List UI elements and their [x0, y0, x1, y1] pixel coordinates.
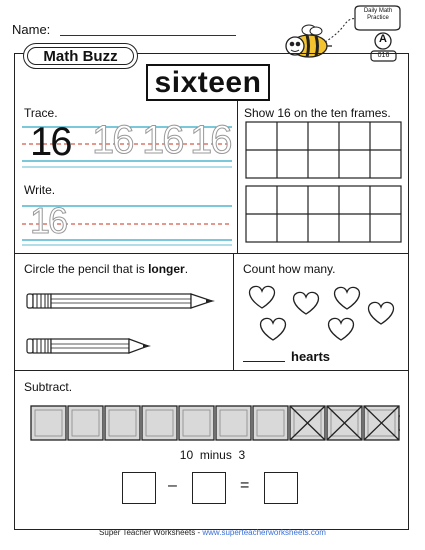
cube — [179, 406, 214, 440]
heart-icon — [250, 286, 275, 308]
cube — [68, 406, 103, 440]
hearts-answer-line[interactable] — [243, 361, 285, 362]
cube — [216, 406, 251, 440]
pencils-label — [24, 262, 188, 276]
bee-icon — [286, 19, 358, 57]
trace-dashed-number-1[interactable]: 16 — [92, 118, 133, 162]
hearts-graphic — [240, 278, 405, 346]
pencils-label-after: . — [184, 262, 189, 276]
heart-icon — [294, 292, 319, 314]
number-word: sixteen — [154, 65, 262, 99]
number-word-box — [146, 64, 270, 101]
divider-middle-vertical — [233, 253, 234, 370]
pencils-graphic — [26, 290, 226, 360]
heart-icon — [261, 318, 286, 340]
heart-icon — [335, 287, 360, 309]
crossed-cube — [327, 406, 362, 440]
minus-sign: – — [168, 477, 177, 494]
divider-bottom-horizontal — [14, 370, 409, 371]
badge-title-line2: Practice — [367, 15, 389, 21]
badge-letter: A — [379, 33, 387, 45]
footer — [0, 528, 425, 537]
ten-frames[interactable] — [245, 121, 403, 245]
subtract-prompt — [0, 448, 425, 462]
trace-solid-number: 16 — [30, 120, 71, 164]
heart-icon — [369, 302, 394, 324]
badge-number: 016 — [377, 52, 390, 59]
cube — [105, 406, 140, 440]
trace-dashed-number-3[interactable]: 16 — [190, 118, 231, 162]
cube — [142, 406, 177, 440]
trace-dashed-number-2[interactable]: 16 — [142, 118, 183, 162]
pencils-label-bold: longer — [148, 262, 185, 276]
long-pencil[interactable] — [27, 294, 215, 308]
equals-sign: = — [240, 477, 250, 494]
badge-title-line1: Daily Math — [363, 8, 393, 14]
crossed-cube — [364, 406, 399, 440]
short-pencil[interactable] — [27, 339, 151, 353]
hearts-label: Count how many. — [243, 262, 336, 276]
divider-top-horizontal — [14, 253, 409, 254]
trace-label: Trace. — [24, 106, 58, 120]
cube — [31, 406, 66, 440]
divider-top-vertical — [237, 101, 238, 253]
ten-frame-1 — [246, 122, 401, 178]
hearts-word: hearts — [291, 349, 331, 364]
footer-link[interactable]: www.superteacherworksheets.com — [202, 528, 326, 537]
footer-text: Super Teacher Worksheets - — [99, 528, 203, 537]
answer-box-difference[interactable] — [264, 472, 298, 504]
title-pill — [23, 43, 138, 69]
ten-frame-2 — [246, 186, 401, 242]
name-line[interactable] — [60, 35, 236, 36]
worksheet-title: Math Buzz — [27, 47, 134, 65]
heart-icon — [329, 318, 354, 340]
cube — [253, 406, 288, 440]
answer-box-subtrahend[interactable] — [192, 472, 226, 504]
write-dashed-number[interactable]: 16 — [30, 200, 67, 241]
subtract-prompt-word: minus — [199, 448, 232, 462]
ten-frames-label: Show 16 on the ten frames. — [244, 106, 391, 120]
subtract-prompt-b: 3 — [238, 448, 246, 462]
subtract-strip — [30, 402, 400, 446]
write-label: Write. — [24, 183, 56, 197]
answer-box-minuend[interactable] — [122, 472, 156, 504]
strip-end-nub — [399, 416, 400, 430]
name-label: Name: — [12, 22, 51, 37]
pencils-label-before: Circle the pencil that is — [24, 262, 149, 276]
crossed-cube — [290, 406, 325, 440]
subtract-label: Subtract. — [24, 380, 73, 394]
subtract-prompt-a: 10 — [179, 448, 194, 462]
